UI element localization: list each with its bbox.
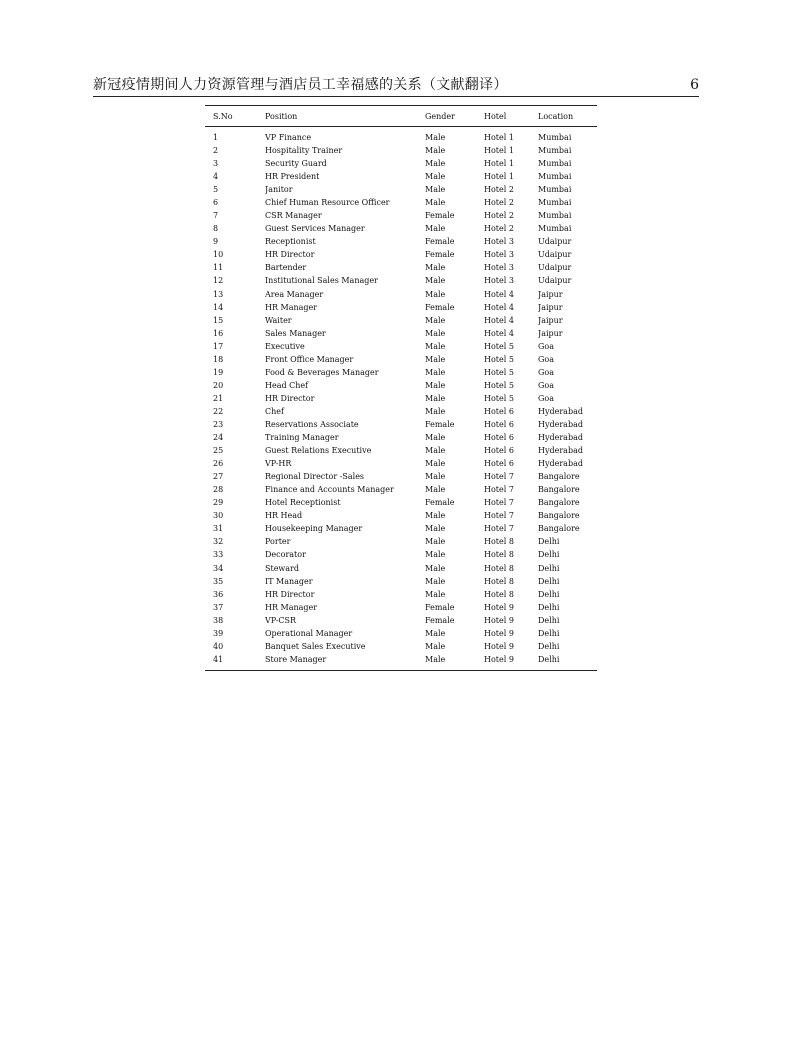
cell-position: Receptionist: [265, 237, 316, 247]
page-number: 6: [690, 77, 699, 93]
cell-location: Jaipur: [538, 315, 563, 325]
cell-location: Hyderabad: [538, 459, 583, 469]
cell-sno: 5: [213, 185, 219, 195]
table-row: [205, 314, 597, 327]
table-row: [205, 183, 597, 196]
participants-table: [205, 105, 597, 671]
cell-gender: Female: [425, 250, 455, 260]
cell-gender: Male: [425, 146, 446, 156]
cell-position: VP-HR: [265, 459, 292, 469]
cell-hotel: Hotel 6: [484, 459, 514, 469]
cell-gender: Male: [425, 459, 446, 469]
cell-location: Bangalore: [538, 485, 580, 495]
cell-hotel: Hotel 8: [484, 563, 514, 573]
cell-location: Delhi: [538, 576, 560, 586]
cell-location: Goa: [538, 393, 554, 403]
cell-sno: 17: [213, 341, 224, 351]
cell-gender: Male: [425, 511, 446, 521]
cell-position: VP-CSR: [265, 615, 297, 625]
cell-hotel: Hotel 5: [484, 393, 514, 403]
cell-position: Front Office Manager: [265, 354, 354, 364]
cell-location: Delhi: [538, 537, 560, 547]
cell-location: Delhi: [538, 641, 560, 651]
cell-gender: Male: [425, 628, 446, 638]
cell-gender: Male: [425, 224, 446, 234]
cell-hotel: Hotel 4: [484, 328, 514, 338]
cell-position: Operational Manager: [265, 628, 353, 638]
cell-position: Regional Director -Sales: [265, 472, 365, 482]
cell-hotel: Hotel 5: [484, 354, 514, 364]
cell-location: Udaipur: [538, 276, 572, 286]
cell-sno: 22: [213, 406, 224, 416]
cell-location: Udaipur: [538, 250, 572, 260]
cell-location: Hyderabad: [538, 433, 583, 443]
cell-gender: Male: [425, 576, 446, 586]
cell-position: Sales Manager: [265, 328, 326, 338]
cell-position: Store Manager: [265, 654, 327, 664]
table-row: [205, 627, 597, 640]
column-header-sno: S.No: [213, 111, 233, 121]
table-row: [205, 353, 597, 366]
cell-position: HR President: [265, 172, 320, 182]
cell-hotel: Hotel 8: [484, 537, 514, 547]
table-row: [205, 588, 597, 601]
cell-location: Udaipur: [538, 237, 572, 247]
cell-gender: Male: [425, 263, 446, 273]
column-header-position: Position: [265, 111, 298, 121]
cell-gender: Male: [425, 198, 446, 208]
cell-gender: Male: [425, 589, 446, 599]
participants-table-container: [205, 105, 589, 671]
table-row: [205, 222, 597, 235]
cell-sno: 25: [213, 446, 224, 456]
cell-location: Jaipur: [538, 328, 563, 338]
table-row: [205, 209, 597, 222]
table-row: [205, 457, 597, 470]
cell-location: Delhi: [538, 615, 560, 625]
cell-position: Chef: [265, 406, 284, 416]
cell-sno: 20: [213, 380, 224, 390]
cell-position: Executive: [265, 341, 305, 351]
table-row: [205, 405, 597, 418]
cell-position: Porter: [265, 537, 291, 547]
cell-sno: 36: [213, 589, 224, 599]
cell-position: HR Head: [265, 511, 303, 521]
cell-hotel: Hotel 7: [484, 485, 514, 495]
table-row: [205, 522, 597, 535]
cell-hotel: Hotel 1: [484, 146, 514, 156]
cell-sno: 6: [213, 198, 219, 208]
cell-location: Jaipur: [538, 289, 563, 299]
cell-location: Udaipur: [538, 263, 572, 273]
cell-sno: 35: [213, 576, 224, 586]
cell-sno: 41: [213, 654, 224, 664]
cell-gender: Male: [425, 446, 446, 456]
cell-position: Banquet Sales Executive: [265, 641, 366, 651]
cell-position: Hospitality Trainer: [265, 146, 343, 156]
table-row: [205, 601, 597, 614]
cell-gender: Male: [425, 133, 446, 142]
cell-hotel: Hotel 4: [484, 315, 514, 325]
table-row: [205, 248, 597, 261]
cell-gender: Male: [425, 185, 446, 195]
cell-sno: 19: [213, 367, 224, 377]
column-header-location: Location: [538, 111, 574, 121]
table-row: [205, 274, 597, 287]
table-row: [205, 144, 597, 157]
cell-sno: 21: [213, 393, 224, 403]
cell-gender: Male: [425, 341, 446, 351]
cell-gender: Female: [425, 302, 455, 312]
cell-hotel: Hotel 6: [484, 406, 514, 416]
cell-sno: 37: [213, 602, 224, 612]
cell-gender: Male: [425, 524, 446, 534]
table-row: [205, 196, 597, 209]
table-row: [205, 366, 597, 379]
cell-hotel: Hotel 1: [484, 133, 514, 142]
table-row: [205, 535, 597, 548]
table-row: [205, 640, 597, 653]
cell-gender: Female: [425, 602, 455, 612]
cell-position: HR Director: [265, 250, 315, 260]
cell-sno: 11: [213, 263, 224, 273]
cell-hotel: Hotel 5: [484, 367, 514, 377]
cell-sno: 14: [213, 302, 224, 312]
cell-location: Jaipur: [538, 302, 563, 312]
cell-gender: Male: [425, 328, 446, 338]
cell-location: Goa: [538, 341, 554, 351]
cell-location: Bangalore: [538, 498, 580, 508]
cell-position: Area Manager: [265, 289, 324, 299]
cell-position: HR Director: [265, 589, 315, 599]
cell-sno: 1: [213, 133, 219, 142]
cell-position: HR Director: [265, 393, 315, 403]
cell-gender: Male: [425, 380, 446, 390]
cell-hotel: Hotel 9: [484, 641, 514, 651]
cell-sno: 31: [213, 524, 224, 534]
table-row: [205, 288, 597, 301]
cell-gender: Male: [425, 550, 446, 560]
column-header-gender: Gender: [425, 111, 455, 121]
cell-hotel: Hotel 7: [484, 511, 514, 521]
cell-hotel: Hotel 3: [484, 250, 514, 260]
cell-hotel: Hotel 2: [484, 185, 514, 195]
table-row: [205, 301, 597, 314]
cell-hotel: Hotel 4: [484, 289, 514, 299]
cell-sno: 4: [213, 172, 219, 182]
table-row: [205, 509, 597, 522]
cell-hotel: Hotel 4: [484, 302, 514, 312]
cell-location: Bangalore: [538, 511, 580, 521]
table-row: [205, 614, 597, 627]
table-row: [205, 444, 597, 457]
table-row: [205, 340, 597, 353]
cell-hotel: Hotel 9: [484, 615, 514, 625]
cell-gender: Male: [425, 472, 446, 482]
cell-location: Goa: [538, 380, 554, 390]
page-header: [93, 76, 699, 97]
cell-hotel: Hotel 6: [484, 433, 514, 443]
cell-gender: Male: [425, 393, 446, 403]
cell-gender: Female: [425, 420, 455, 429]
table-row: [205, 496, 597, 509]
cell-location: Mumbai: [538, 172, 572, 182]
cell-hotel: Hotel 8: [484, 550, 514, 560]
cell-sno: 8: [213, 224, 219, 234]
page-header-title: 新冠疫情期间人力资源管理与酒店员工幸福感的关系（文献翻译）: [93, 77, 508, 93]
cell-position: Bartender: [265, 263, 307, 273]
cell-sno: 33: [213, 550, 224, 560]
cell-gender: Female: [425, 237, 455, 247]
cell-position: Guest Relations Executive: [265, 446, 372, 456]
table-row: [205, 483, 597, 496]
table-row: [205, 575, 597, 588]
cell-sno: 10: [213, 250, 224, 260]
cell-sno: 13: [213, 289, 224, 299]
cell-sno: 39: [213, 628, 224, 638]
cell-position: Chief Human Resource Officer: [265, 198, 390, 208]
cell-location: Mumbai: [538, 185, 572, 195]
cell-sno: 9: [213, 237, 219, 247]
cell-gender: Male: [425, 289, 446, 299]
table-row: [205, 261, 597, 274]
table-row: [205, 127, 597, 145]
table-row: [205, 548, 597, 561]
cell-sno: 27: [213, 472, 224, 482]
cell-sno: 40: [213, 641, 224, 651]
cell-gender: Male: [425, 641, 446, 651]
cell-position: Hotel Receptionist: [265, 498, 341, 508]
cell-hotel: Hotel 8: [484, 576, 514, 586]
cell-position: Institutional Sales Manager: [265, 276, 378, 286]
cell-gender: Male: [425, 276, 446, 286]
cell-hotel: Hotel 3: [484, 263, 514, 273]
cell-hotel: Hotel 3: [484, 237, 514, 247]
table-row: [205, 431, 597, 444]
cell-location: Mumbai: [538, 211, 572, 221]
cell-gender: Female: [425, 211, 455, 221]
cell-sno: 28: [213, 485, 224, 495]
cell-sno: 38: [213, 615, 224, 625]
cell-position: Reservations Associate: [265, 420, 359, 429]
cell-position: Housekeeping Manager: [265, 524, 363, 534]
cell-gender: Female: [425, 498, 455, 508]
cell-sno: 2: [213, 146, 219, 156]
table-row: [205, 170, 597, 183]
cell-sno: 23: [213, 420, 224, 429]
table-row: [205, 157, 597, 170]
cell-sno: 16: [213, 328, 224, 338]
cell-sno: 32: [213, 537, 224, 547]
cell-gender: Female: [425, 615, 455, 625]
cell-position: HR Manager: [265, 302, 318, 312]
table-row: [205, 235, 597, 248]
cell-position: Security Guard: [265, 159, 327, 169]
cell-hotel: Hotel 9: [484, 654, 514, 664]
table-body: [205, 127, 597, 671]
cell-gender: Male: [425, 537, 446, 547]
cell-gender: Male: [425, 485, 446, 495]
cell-location: Delhi: [538, 602, 560, 612]
cell-hotel: Hotel 1: [484, 159, 514, 169]
cell-gender: Male: [425, 563, 446, 573]
cell-gender: Male: [425, 172, 446, 182]
cell-position: Training Manager: [265, 433, 339, 443]
cell-position: Head Chef: [265, 380, 309, 390]
column-header-hotel: Hotel: [484, 111, 507, 121]
cell-location: Hyderabad: [538, 406, 583, 416]
cell-sno: 18: [213, 354, 224, 364]
cell-sno: 26: [213, 459, 224, 469]
cell-gender: Male: [425, 159, 446, 169]
cell-hotel: Hotel 7: [484, 524, 514, 534]
cell-location: Hyderabad: [538, 420, 583, 429]
cell-hotel: Hotel 3: [484, 276, 514, 286]
cell-position: Decorator: [265, 550, 306, 560]
cell-gender: Male: [425, 367, 446, 377]
cell-hotel: Hotel 2: [484, 211, 514, 221]
cell-hotel: Hotel 9: [484, 602, 514, 612]
cell-sno: 30: [213, 511, 224, 521]
cell-hotel: Hotel 8: [484, 589, 514, 599]
cell-hotel: Hotel 1: [484, 172, 514, 182]
cell-location: Delhi: [538, 628, 560, 638]
cell-location: Delhi: [538, 589, 560, 599]
cell-sno: 7: [213, 211, 219, 221]
table-row: [205, 379, 597, 392]
cell-hotel: Hotel 6: [484, 420, 514, 429]
table-header-row: [205, 106, 597, 127]
cell-position: HR Manager: [265, 602, 318, 612]
cell-hotel: Hotel 7: [484, 498, 514, 508]
cell-location: Delhi: [538, 654, 560, 664]
cell-location: Mumbai: [538, 133, 572, 142]
cell-sno: 29: [213, 498, 224, 508]
cell-gender: Male: [425, 315, 446, 325]
cell-hotel: Hotel 2: [484, 224, 514, 234]
table-row: [205, 327, 597, 340]
cell-position: Food & Beverages Manager: [265, 367, 379, 377]
cell-location: Mumbai: [538, 146, 572, 156]
cell-location: Mumbai: [538, 159, 572, 169]
cell-hotel: Hotel 7: [484, 472, 514, 482]
cell-location: Delhi: [538, 563, 560, 573]
table-row: [205, 418, 597, 431]
table-row: [205, 470, 597, 483]
cell-location: Goa: [538, 354, 554, 364]
cell-location: Bangalore: [538, 472, 580, 482]
cell-gender: Male: [425, 654, 446, 664]
cell-location: Hyderabad: [538, 446, 583, 456]
cell-sno: 24: [213, 433, 224, 443]
table-row: [205, 392, 597, 405]
cell-gender: Male: [425, 406, 446, 416]
cell-position: Janitor: [265, 185, 293, 195]
cell-position: Guest Services Manager: [265, 224, 365, 234]
cell-sno: 34: [213, 563, 224, 573]
table-header: [205, 106, 597, 127]
cell-hotel: Hotel 9: [484, 628, 514, 638]
cell-hotel: Hotel 5: [484, 380, 514, 390]
cell-location: Mumbai: [538, 224, 572, 234]
cell-hotel: Hotel 5: [484, 341, 514, 351]
cell-location: Bangalore: [538, 524, 580, 534]
cell-position: Finance and Accounts Manager: [265, 485, 394, 495]
cell-hotel: Hotel 6: [484, 446, 514, 456]
cell-position: IT Manager: [265, 576, 313, 586]
cell-location: Goa: [538, 367, 554, 377]
cell-position: CSR Manager: [265, 211, 322, 221]
table-row: [205, 562, 597, 575]
cell-sno: 15: [213, 315, 224, 325]
cell-location: Mumbai: [538, 198, 572, 208]
cell-position: Steward: [265, 563, 299, 573]
cell-gender: Male: [425, 354, 446, 364]
cell-sno: 12: [213, 276, 224, 286]
table-row: [205, 653, 597, 671]
cell-sno: 3: [213, 159, 219, 169]
cell-position: Waiter: [265, 315, 292, 325]
cell-location: Delhi: [538, 550, 560, 560]
cell-hotel: Hotel 2: [484, 198, 514, 208]
cell-gender: Male: [425, 433, 446, 443]
cell-position: VP Finance: [265, 133, 312, 142]
